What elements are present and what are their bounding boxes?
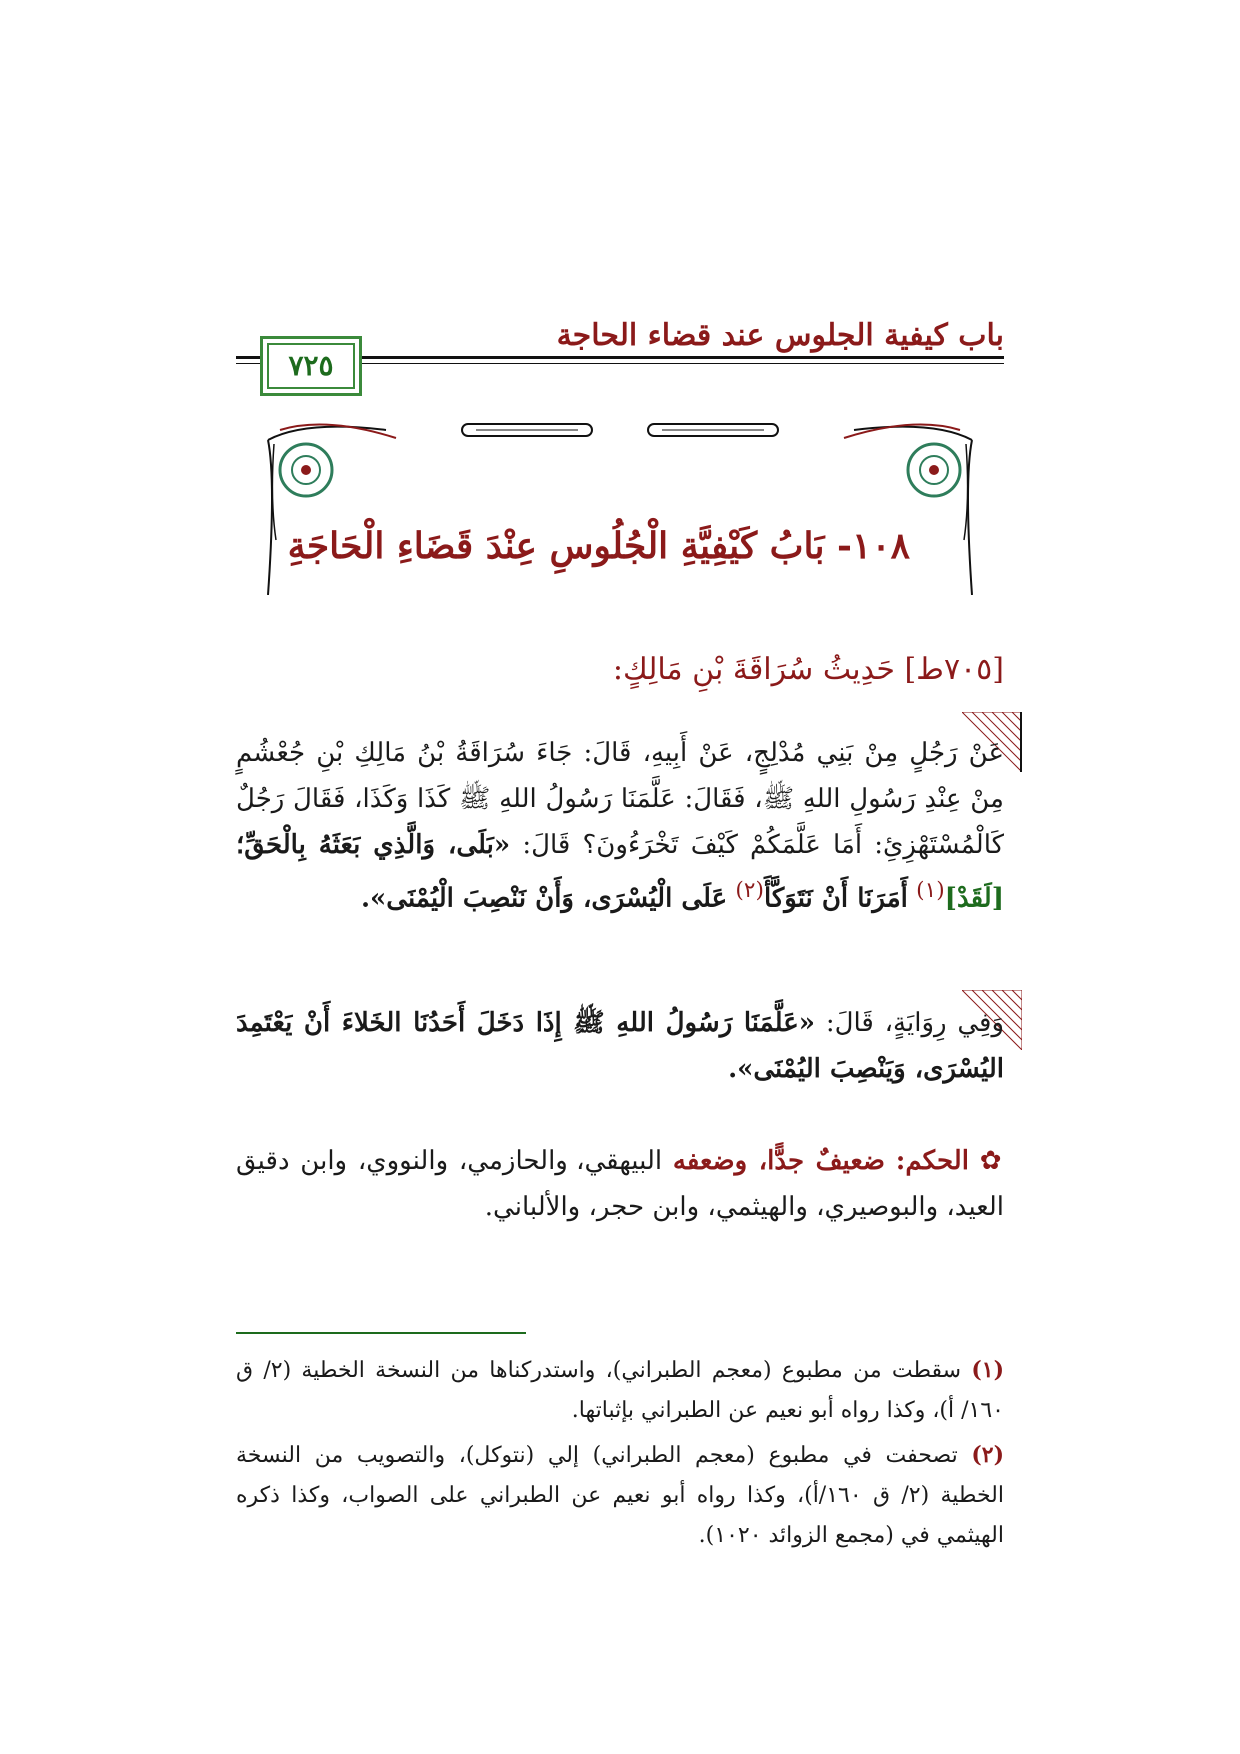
running-title: باب كيفية الجلوس عند قضاء الحاجة xyxy=(556,318,1004,353)
ornament-rosette-left-icon xyxy=(268,425,396,595)
narration-quote: «عَلَّمَنَا رَسُولُ اللهِ ﷺ إِذَا دَخَلَ أَحَدُنَا الخَلاءَ أَنْ يَعْتَمِدَ اليُسْرَى، وَيَنْصِبَ اليُمْنَى». xyxy=(236,1008,1004,1084)
ornament-rosette-right-icon xyxy=(844,425,972,595)
hadith-quote-start: «بَلَى، وَالَّذِي بَعَثَهُ بِالْحَقِّ؛ xyxy=(236,830,511,860)
footnote-text: تصحفت في مطبوع (معجم الطبراني) إلي (نتوكل)، والتصويب من النسخة الخطية (٢/ ق ١٦٠/أ)، وكذا رواه أبو نعيم عن الطبراني على الصواب، وكذا ذكره الهيثمي في (مجمع الزوائد ١٠٢٠). xyxy=(236,1443,1004,1548)
chapter-title: ١٠٨- بَابُ كَيْفِيَّةِ الْجُلُوسِ عِنْدَ قَضَاءِ الْحَاجَةِ xyxy=(287,525,910,567)
footnote-number: (١) xyxy=(971,1357,1005,1383)
hadith-quote-end: عَلَى الْيُسْرَى، وَأَنْ نَنْصِبَ الْيُمْنَى». xyxy=(361,883,728,914)
hadith-paragraph-1 xyxy=(236,730,1004,922)
ruling-value: ضعيفٌ جدًّا، وضعفه xyxy=(672,1146,885,1176)
hadith-insertion: [لَقَدْ] xyxy=(944,883,1004,914)
footnote-1 xyxy=(236,1350,1004,1431)
page-number: ٧٢٥ xyxy=(288,349,334,382)
footnote-ref-2[interactable]: (٢) xyxy=(735,878,764,903)
chapter-ornament-frame xyxy=(266,420,974,595)
footnote-divider xyxy=(236,1332,526,1334)
ruling-label: الحكم: xyxy=(895,1146,969,1176)
footnote-text: سقطت من مطبوع (معجم الطبراني)، واستدركناها من النسخة الخطية (٢/ ق ١٦٠/ أ)، وكذا رواه أبو نعيم عن الطبراني بإثباتها. xyxy=(236,1358,1004,1423)
hadith-paragraph-2 xyxy=(236,1000,1004,1092)
narration-intro: وَفِي رِوَايَةٍ، قَالَ: xyxy=(825,1008,1005,1038)
ruling-rest: البيهقي، والحازمي، والنووي، وابن دقيق العيد، والبوصيري، والهيثمي، وابن حجر، والألباني. xyxy=(236,1146,1004,1222)
footnotes xyxy=(236,1350,1004,1560)
hadith-quote-mid: أَمَرَنَا أَنْ نَتَوَكَّأَ xyxy=(763,883,908,914)
footnote-2 xyxy=(236,1435,1004,1556)
hadith-text: عَنْ رَجُلٍ مِنْ بَنِي مُدْلِجٍ، عَنْ أَبِيهِ، قَالَ: جَاءَ سُرَاقَةُ بْنُ مَالِكِ بْنِ جُعْشُمٍ مِنْ عِنْدِ رَسُولِ اللهِ ﷺ، فَقَالَ: عَلَّمَنَا رَسُولُ اللهِ ﷺ كَذَا وَكَذَا، فَقَالَ رَجُلٌ كَالْمُسْتَهْزِئِ: أَمَا عَلَّمَكُمْ كَيْفَ تَخْرَءُونَ؟ قَالَ: xyxy=(236,738,1005,860)
ruling-paragraph xyxy=(236,1138,1004,1230)
ruling-flower-icon: ✿ xyxy=(979,1146,1005,1176)
page-number-badge xyxy=(260,336,362,396)
ornament-top-bars xyxy=(462,424,778,436)
footnote-ref-1[interactable]: (١) xyxy=(916,878,945,903)
hadith-reference: [٧٠٥ط] حَدِيثُ سُرَاقَةَ بْنِ مَالِكٍ: xyxy=(612,652,1004,687)
footnote-number: (٢) xyxy=(971,1442,1004,1468)
